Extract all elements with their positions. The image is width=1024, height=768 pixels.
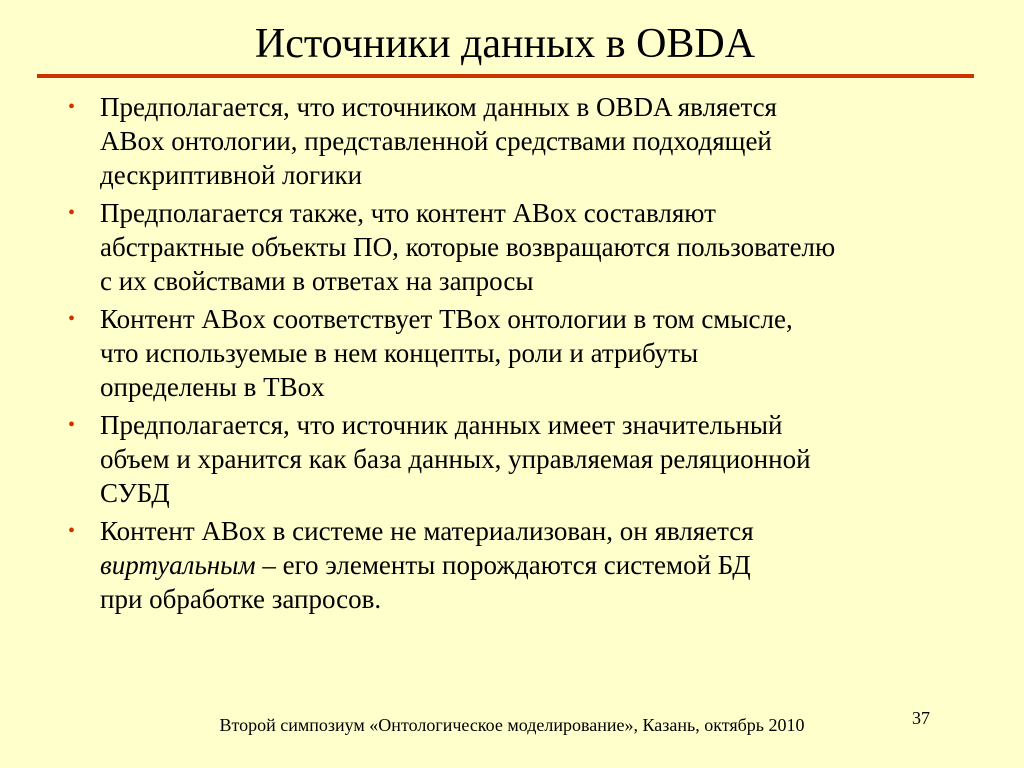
bullet-line: СУБД — [100, 478, 170, 508]
bullet-item — [68, 196, 968, 298]
title-divider — [37, 74, 974, 78]
bullet-line-rest: – его элементы порождаются системой БД — [255, 550, 751, 580]
bullet-line: при обработке запросов. — [100, 584, 382, 614]
page-number: 37 — [912, 708, 930, 728]
bullet-item — [68, 408, 968, 510]
footer-caption: Второй симпозиум «Онтологическое моделирование», Казань, октябрь 2010 — [219, 715, 805, 735]
bullet-line: абстрактные объекты ПО, которые возвращаются пользователю — [100, 232, 836, 262]
bullet-line: что используемые в нем концепты, роли и атрибуты — [100, 338, 699, 368]
bullet-line: Предполагается, что источником данных в OBDA является — [100, 92, 777, 122]
bullet-dot-icon: • — [68, 308, 76, 330]
bullet-line: Контент ABox в системе не материализован, он является — [100, 516, 754, 546]
bullet-item — [68, 514, 968, 616]
bullet-line: дескриптивной логики — [100, 160, 363, 190]
bullet-dot-icon: • — [68, 414, 76, 436]
bullet-line: Предполагается, что источник данных имеет значительный — [100, 410, 783, 440]
bullet-item — [68, 90, 968, 192]
bullet-line: ABox онтологии, представленной средствами подходящей — [100, 126, 772, 156]
bullet-dot-icon: • — [68, 96, 76, 118]
bullet-item — [68, 302, 968, 404]
slide-title: Источники данных в OBDA — [254, 21, 756, 67]
bullet-list — [68, 90, 968, 620]
emphasized-term: виртуальным — [100, 550, 256, 580]
bullet-line: определены в TBox — [100, 372, 325, 402]
bullet-line: с их свойствами в ответах на запросы — [100, 266, 534, 296]
bullet-line — [100, 548, 968, 582]
bullet-dot-icon: • — [68, 202, 76, 224]
bullet-dot-icon: • — [68, 520, 76, 542]
bullet-line: Контент ABox соответствует TBox онтологии в том смысле, — [100, 304, 793, 334]
bullet-line: объем и хранится как база данных, управляемая реляционной — [100, 444, 811, 474]
bullet-line: Предполагается также, что контент ABox составляют — [100, 198, 716, 228]
